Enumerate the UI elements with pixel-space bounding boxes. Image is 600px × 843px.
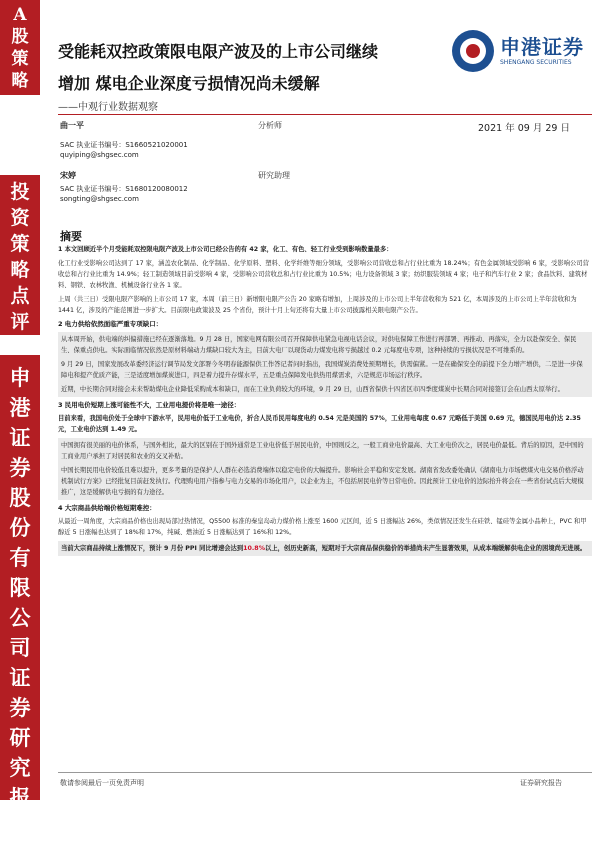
logo-english-name: SHENGANG SECURITIES (500, 59, 572, 66)
sidebar-char: 有 (9, 545, 31, 570)
shaded-block (58, 438, 592, 500)
summary-paragraph: 中国长期民用电价较低且难以提升，更多考量的是保护人人群在必选消费端体以稳定电价的大幅提升。影响社会平稳和安定发展。湖南省发改委处确认《湖南电力市场燃煤火电交易价格浮动机制试行方案》已经批复目前赶发执行。代理购电用户指参与电力交易的市场化用户，以企业为主，不包括居民电价等日常电价。因此预计工业电价的边际抬升将会在一些省份试点后大规模推广，这是缓解供电亏损的有力途径。 (61, 467, 584, 496)
sidebar-char: 券 (9, 455, 31, 480)
sidebar-char: 股 (11, 27, 29, 47)
sidebar-char: 份 (9, 515, 31, 540)
analyst-1 (60, 120, 188, 160)
sidebar-char: 公 (9, 605, 31, 630)
sidebar-char: 证 (9, 425, 31, 450)
analyst-role: 分析师 (258, 121, 282, 130)
sidebar-char: 限 (9, 575, 31, 600)
summary-body (58, 244, 592, 559)
disclaimer-note: 敬请参阅最后一页免责声明 (60, 779, 144, 787)
sidebar-char: 略 (10, 259, 30, 281)
analyst-name: 宋婷 (60, 170, 76, 180)
sidebar-char: A (13, 5, 27, 25)
sidebar-char: 资 (10, 207, 30, 229)
shaded-block (58, 332, 592, 397)
summary-heading: 摘要 (60, 230, 82, 243)
analyst-email[interactable]: songting@shgsec.com (60, 195, 139, 203)
sidebar-char: 报 (9, 785, 31, 810)
report-date: 2021 年 09 月 29 日 (478, 123, 570, 134)
sidebar-company-block (0, 355, 40, 840)
sidebar-char: 研 (9, 725, 31, 750)
summary-point-1: 1 本文回顾近半个月受能耗双控限电限产波及上市公司已经公告的有 42 家，化工、有色、轻工行业受到影响数量最多： (58, 246, 393, 253)
sidebar-type-block (0, 175, 40, 335)
sidebar-char: 告 (9, 815, 31, 840)
shaded-block (58, 541, 592, 556)
sidebar-char: 究 (9, 755, 31, 780)
report-type-label: 证券研究报告 (520, 779, 562, 787)
analyst-sac: SAC 执业证书编号：S1660521020001 (60, 141, 188, 149)
summary-paragraph: 近期，中长期合同对接会未来帮助煤电企业降低采购成本和缺口，而在工业负荷较大的环境，9 月 29 日，山西省保供十四省区市四季度煤炭中长期合同对接签订会在山西太原举行。 (61, 386, 564, 393)
sidebar-char: 司 (9, 635, 31, 660)
logo-chinese-name: 申港证券 (500, 35, 584, 59)
analyst-name: 曲一平 (60, 120, 84, 130)
summary-paragraph: 上周（共三日）受限电限产影响的上市公司 17 家，本周（前三日）新增限电限产公告 20 家略有增加，上周涉及的上市公司上半年营收和为 521 亿，本周涉及的上市公司上半年营收和为 1441 亿，涉及的产能范围进一步扩大。目前限电政策波及 25 个省份，预计十月上旬还将有大量上市公司披露相关限电限产公告。 (58, 296, 577, 314)
summary-paragraph: 从本周开始，供电端的纠偏措施已经在逐渐落地。9 月 28 日，国家电网有限公司召开保障供电紧急电视电话会议，对供电保障工作进行再部署、再推动、再落实，全力以赴保安全、保民生、保重点供电。实际面临情况依然是原材料端动力煤缺口较大为主，目前大电厂以现货动力煤发电将亏损越过 0.2 元每度电专项，这种持续的亏损状况是不可维系的。 (61, 336, 577, 354)
summary-paragraph: 中国拥有很美丽的电价体系，与国外相比，最大的区别在于国外通常是工业电价低于居民电价，中国则反之，一般工商业电价最高、大工业电价次之，居民电价最低。背后的原因，是中国的工商业用户承担了对居民和农业的交叉补贴。 (61, 442, 584, 460)
logo-text (500, 35, 584, 67)
sidebar-char: 申 (9, 365, 31, 390)
footer-divider (58, 772, 592, 773)
sidebar-char: 证 (9, 665, 31, 690)
section-heading-4: 4 大宗商品供给端价格短期难控： (58, 504, 156, 512)
sidebar-char: 港 (9, 395, 31, 420)
sidebar-char: 券 (9, 695, 31, 720)
analyst-email[interactable]: quyiping@shgsec.com (60, 151, 139, 159)
summary-paragraph: 目前来看，我国电价处于全球中下游水平，民用电价低于工业电价，折合人民币民用每度电约 0.54 元是美国的 57%，工业用电每度 0.67 元略低于美国 0.69 元，德国民用电价达 2.35 元，工业电价达到 1.49 元。 (58, 415, 581, 433)
sidebar-char: 策 (11, 49, 29, 69)
header-divider (58, 114, 592, 115)
sidebar-category-block (0, 0, 40, 95)
left-sidebar (0, 0, 42, 840)
logo-mark-icon (452, 30, 494, 72)
assistant-role: 研究助理 (258, 171, 290, 180)
sidebar-char: 策 (10, 233, 30, 255)
report-subtitle: ——中观行业数据观察 (58, 102, 158, 113)
sidebar-char: 点 (10, 285, 30, 307)
sidebar-char: 评 (10, 311, 30, 333)
section-heading-3: 3 民用电价短期上涨可能性不大，工业用电提价将是唯一途径： (58, 401, 241, 409)
summary-paragraph: 化工行业受影响公司达到了 17 家，涵盖农化制品、化学制品、化学原料、塑料、化学纤维等细分领域，受影响公司营收总和占行业比重为 18.24%；有色金属领域受影响 6 家，受影响公司营收总和占行业比重为 14.9%；轻工制造领域目前受影响 4 家，受影响公司营收总和占行业比重为 10.5%；电力设备领域 3 家；纺织服装领域 4 家；电子和汽车行业 2 家；食品饮料、建筑材料、钢铁、农林牧渔、机械设备行业各 1 家。 (58, 260, 589, 289)
title-line-1: 受能耗双控政策限电限产波及的上市公司继续 (58, 42, 379, 61)
section-heading-2: 2 电力供给依然面临严重专项缺口： (58, 320, 163, 328)
summary-paragraph: 从最近一周角度，大宗商品价格也出现局部过热情况，Q5500 标准的秦皇岛动力煤价格上涨至 1600 元区间，近 5 日涨幅达 26%，类似情况还发生在硅铁、锰硅等金属小品种上，PVC 和甲醇近 5 日涨幅也达到了 18%和 17%，纯碱、燃油近 5 日涨幅达到了 16%和 12%。 (58, 518, 587, 536)
report-title (58, 36, 448, 100)
ppi-text-a: 当前大宗商品持续上涨情况下，预计 9 月份 PPI 同比增速会达到 (61, 545, 244, 552)
ppi-highlight-value: 10.8% (243, 545, 266, 552)
analyst-sac: SAC 执业证书编号：S1680120080012 (60, 185, 188, 193)
sidebar-char: 股 (9, 485, 31, 510)
summary-paragraph: 9 月 29 日，国家发展改革委经济运行调节局发文部署今冬明春能源保供工作答记者问时指出，我国煤炭消费处预期增长，供需偏紧。一是在确保安全的前提下全力增产增供，二是进一步保障电和提产优质产能，三是适度增加煤炭进口，四是着力提升存煤水平，五是重点保障发电供热用煤需求，六是规范市场运行秩序。 (61, 361, 583, 379)
title-line-2: 增加 煤电企业深度亏损情况尚未缓解 (58, 74, 320, 93)
company-logo (452, 26, 592, 76)
sidebar-char: 投 (10, 181, 30, 203)
ppi-text-b: 以上，创历史新高，短期对于大宗商品保供稳价的举措尚未产生显著效果，从成本端缓解供电企业的困境尚无进展。 (265, 545, 587, 552)
analyst-2 (60, 170, 188, 204)
sidebar-char: 略 (11, 71, 29, 91)
